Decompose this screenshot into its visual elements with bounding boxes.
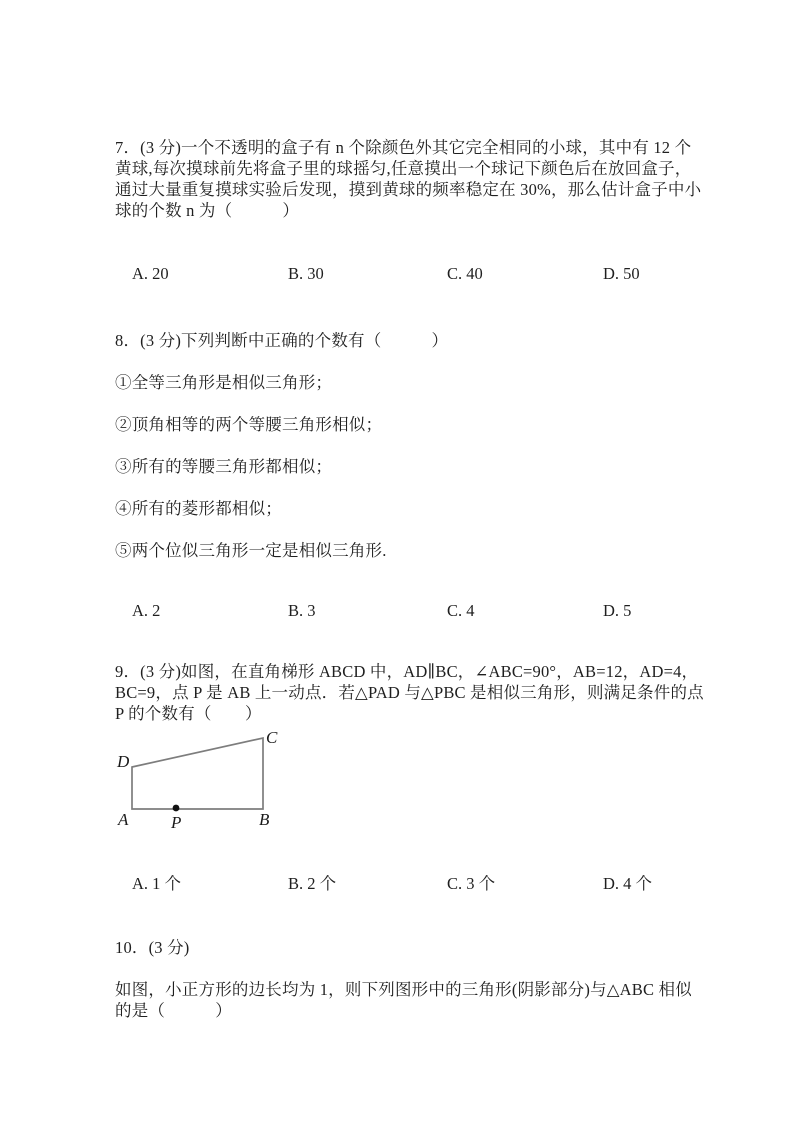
trapezoid-figure [115, 724, 295, 834]
q9-option-d: D. 4 个 [603, 874, 653, 893]
vertex-label-c: C [266, 728, 278, 747]
q8-item-2: ②顶角相等的两个等腰三角形相似； [115, 415, 383, 434]
q9-line-2: BC=9，点 P 是 AB 上一动点．若△PAD 与△PBC 是相似三角形，则满足条件的点 [115, 683, 704, 702]
q8-stem: 8．(3 分)下列判断中正确的个数有（ ） [115, 331, 449, 350]
q9-line-1: 9．(3 分)如图，在直角梯形 ABCD 中，AD∥BC，∠ABC=90°，AB=12，AD=4， [115, 662, 699, 681]
q7-option-a: A. 20 [132, 264, 169, 283]
q9-option-b: B. 2 个 [288, 874, 337, 893]
q7-options-row [0, 263, 793, 284]
q7-line-2: 黄球,每次摸球前先将盒子里的球摇匀,任意摸出一个球记下颜色后在放回盒子， [115, 159, 692, 178]
q8-item-1: ①全等三角形是相似三角形； [115, 373, 333, 392]
q8-option-d: D. 5 [603, 601, 632, 620]
q7-option-c: C. 40 [447, 264, 483, 283]
q9-option-a: A. 1 个 [132, 874, 182, 893]
q8-options-row [0, 600, 793, 621]
q7-option-d: D. 50 [603, 264, 640, 283]
point-p-dot [173, 805, 180, 812]
q10-line-1: 如图，小正方形的边长均为 1，则下列图形中的三角形(阴影部分)与△ABC 相似 [115, 980, 692, 999]
q8-option-b: B. 3 [288, 601, 316, 620]
q8-option-a: A. 2 [132, 601, 161, 620]
q7-line-3: 通过大量重复摸球实验后发现，摸到黄球的频率稳定在 30%，那么估计盒子中小 [115, 180, 702, 199]
q9-options-row [0, 873, 793, 894]
q8-item-5: ⑤两个位似三角形一定是相似三角形. [115, 541, 387, 560]
q9-option-c: C. 3 个 [447, 874, 496, 893]
vertex-label-d: D [117, 752, 130, 771]
vertex-label-b: B [259, 810, 270, 829]
q7-line-4: 球的个数 n 为（ ） [115, 201, 300, 220]
q8-option-c: C. 4 [447, 601, 475, 620]
q8-item-4: ④所有的菱形都相似； [115, 499, 282, 518]
q9-line-3: P 的个数有（ ） [115, 704, 262, 723]
vertex-label-a: A [118, 810, 129, 829]
trapezoid-outline [132, 738, 263, 809]
q8-item-3: ③所有的等腰三角形都相似； [115, 457, 333, 476]
q7-line-1: 7．(3 分)一个不透明的盒子有 n 个除颜色外其它完全相同的小球，其中有 12 个 [115, 138, 692, 157]
q7-option-b: B. 30 [288, 264, 324, 283]
q10-head: 10．(3 分) [115, 938, 190, 957]
vertex-label-p: P [171, 813, 182, 832]
q10-line-2: 的是（ ） [115, 1001, 232, 1020]
